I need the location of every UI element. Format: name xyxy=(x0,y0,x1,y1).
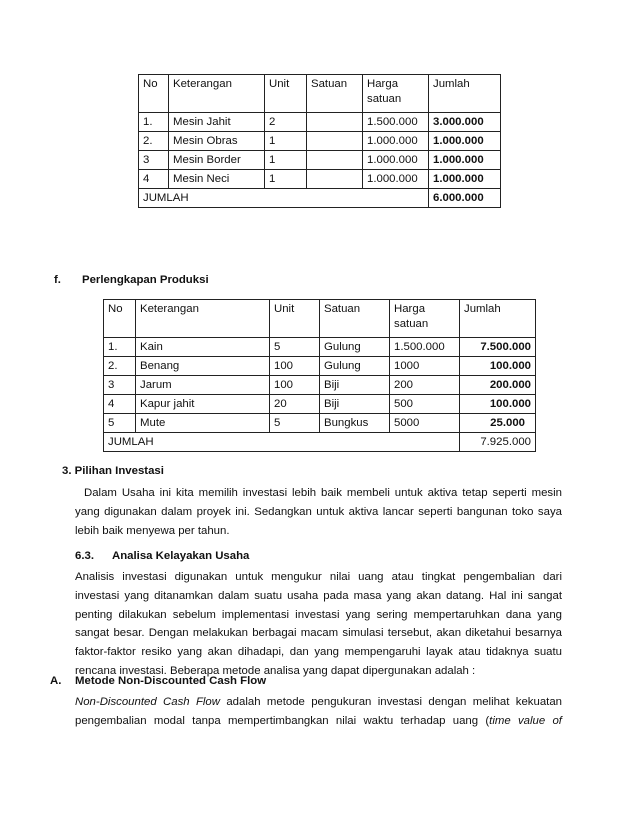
table-row xyxy=(104,357,536,376)
total-value: 7.925.000 xyxy=(460,433,536,452)
section-63-title: Analisa Kelayakan Usaha xyxy=(112,550,250,562)
cell-jumlah: 7.500.000 xyxy=(460,338,536,357)
cell-unit: 1 xyxy=(265,151,307,170)
cell-jumlah: 1.000.000 xyxy=(429,132,501,151)
section-a-paragraph xyxy=(75,693,562,731)
cell-no: 2. xyxy=(139,132,169,151)
section-63-paragraph xyxy=(75,568,562,681)
cell-satuan: Biji xyxy=(320,376,390,395)
cell-harga: 500 xyxy=(390,395,460,414)
table-row xyxy=(139,170,501,189)
cell-unit: 1 xyxy=(265,170,307,189)
harga-line-2: satuan xyxy=(367,93,402,105)
cell-unit: 1 xyxy=(265,132,307,151)
cell-harga: 1000 xyxy=(390,357,460,376)
total-value: 6.000.000 xyxy=(429,189,501,208)
cell-no: 2. xyxy=(104,357,136,376)
cell-harga: 1.000.000 xyxy=(363,170,429,189)
table-row xyxy=(104,338,536,357)
harga-line-1: Harga xyxy=(367,78,399,90)
cell-keterangan: Mesin Border xyxy=(169,151,265,170)
cell-keterangan: Benang xyxy=(136,357,270,376)
table-row xyxy=(139,151,501,170)
total-label: JUMLAH xyxy=(104,433,460,452)
section-f-marker: f. xyxy=(54,274,61,286)
section-3-paragraph xyxy=(75,484,562,540)
cell-harga: 1.500.000 xyxy=(390,338,460,357)
paragraph-line: penting dilakukan sebelum implementasi investasi yang sering mempertaruhkan dana yang xyxy=(75,608,562,621)
cell-satuan: Biji xyxy=(320,395,390,414)
cell-unit: 5 xyxy=(270,414,320,433)
header-satuan: Satuan xyxy=(307,75,363,113)
cell-keterangan: Kain xyxy=(136,338,270,357)
cell-unit: 20 xyxy=(270,395,320,414)
section-3-heading: 3. Pilihan Investasi xyxy=(62,465,164,477)
cell-satuan xyxy=(307,113,363,132)
section-63-number: 6.3. xyxy=(75,550,94,562)
header-jumlah: Jumlah xyxy=(429,75,501,113)
table-row xyxy=(139,113,501,132)
supplies-table xyxy=(103,299,536,452)
cell-harga: 5000 xyxy=(390,414,460,433)
line-text: pengembalian modal tanpa mempertimbangkan nilai waktu terhadap uang ( xyxy=(75,714,490,727)
cell-no: 1. xyxy=(139,113,169,132)
cell-harga: 1.500.000 xyxy=(363,113,429,132)
cell-satuan: Bungkus xyxy=(320,414,390,433)
cell-harga: 1.000.000 xyxy=(363,151,429,170)
section-a-marker: A. xyxy=(50,675,62,687)
cell-keterangan: Kapur jahit xyxy=(136,395,270,414)
cell-no: 4 xyxy=(139,170,169,189)
section-f-title: Perlengkapan Produksi xyxy=(82,274,209,286)
table-row xyxy=(104,414,536,433)
cell-keterangan: Mesin Jahit xyxy=(169,113,265,132)
paragraph-line: yang digunakan dalam proyek ini. Sedangkan untuk aktiva lancar seperti bangunan toko saya xyxy=(75,505,562,518)
header-unit: Unit xyxy=(270,300,320,338)
paragraph-line: investasi yang ditanamkan dalam suatu usaha pada masa yang akan datang. Hal ini sangat xyxy=(75,589,562,602)
table-row xyxy=(104,395,536,414)
cell-jumlah: 3.000.000 xyxy=(429,113,501,132)
line-text: adalah metode pengukuran investasi dengan melihat kekuatan xyxy=(220,696,562,708)
header-satuan: Satuan xyxy=(320,300,390,338)
cell-keterangan: Mesin Neci xyxy=(169,170,265,189)
paragraph-line: faktor-faktor resiko yang akan dihadapi, dan yang mempengaruhi layak atau tidaknya suatu xyxy=(75,646,562,659)
table-total-row xyxy=(139,189,501,208)
paragraph-line xyxy=(75,712,562,731)
equipment-table xyxy=(138,74,501,208)
italic-term: Non-Discounted Cash Flow xyxy=(75,696,220,708)
header-harga-satuan xyxy=(363,75,429,113)
table-row xyxy=(139,132,501,151)
header-keterangan: Keterangan xyxy=(169,75,265,113)
paragraph-line xyxy=(75,693,562,712)
cell-satuan xyxy=(307,151,363,170)
cell-satuan xyxy=(307,170,363,189)
cell-unit: 100 xyxy=(270,376,320,395)
cell-jumlah: 100.000 xyxy=(460,395,536,414)
cell-unit: 2 xyxy=(265,113,307,132)
table-header-row xyxy=(104,300,536,338)
cell-unit: 5 xyxy=(270,338,320,357)
paragraph-line: Dalam Usaha ini kita memilih investasi lebih baik membeli untuk aktiva tetap seperti mesin xyxy=(84,487,562,499)
header-no: No xyxy=(139,75,169,113)
cell-harga: 1.000.000 xyxy=(363,132,429,151)
cell-no: 5 xyxy=(104,414,136,433)
paragraph-line: sangat besar. Dengan melakukan berbagai macam simulasi tersebut, akan diketahui besarnya xyxy=(75,627,562,640)
cell-jumlah: 200.000 xyxy=(460,376,536,395)
header-jumlah: Jumlah xyxy=(460,300,536,338)
cell-jumlah: 100.000 xyxy=(460,357,536,376)
cell-satuan xyxy=(307,132,363,151)
cell-keterangan: Mesin Obras xyxy=(169,132,265,151)
cell-no: 1. xyxy=(104,338,136,357)
section-a-title: Metode Non-Discounted Cash Flow xyxy=(75,675,267,687)
table-row xyxy=(104,376,536,395)
header-no: No xyxy=(104,300,136,338)
table-header-row xyxy=(139,75,501,113)
total-label: JUMLAH xyxy=(139,189,429,208)
header-unit: Unit xyxy=(265,75,307,113)
cell-no: 3 xyxy=(139,151,169,170)
cell-keterangan: Jarum xyxy=(136,376,270,395)
cell-no: 3 xyxy=(104,376,136,395)
cell-harga: 200 xyxy=(390,376,460,395)
harga-line-2: satuan xyxy=(394,318,429,330)
cell-jumlah: 25.000 xyxy=(460,414,536,433)
header-keterangan: Keterangan xyxy=(136,300,270,338)
cell-jumlah: 1.000.000 xyxy=(429,170,501,189)
paragraph-line: lebih baik menyewa per tahun. xyxy=(75,524,230,537)
cell-satuan: Gulung xyxy=(320,357,390,376)
paragraph-line: rencana investasi. Beberapa metode analisa yang dapat dipergunakan adalah : xyxy=(75,664,476,677)
cell-no: 4 xyxy=(104,395,136,414)
cell-keterangan: Mute xyxy=(136,414,270,433)
table-total-row xyxy=(104,433,536,452)
header-harga-satuan xyxy=(390,300,460,338)
italic-term: time value of xyxy=(489,714,562,727)
cell-unit: 100 xyxy=(270,357,320,376)
cell-satuan: Gulung xyxy=(320,338,390,357)
paragraph-line: Analisis investasi digunakan untuk mengukur nilai uang atau tingkat pengembalian dari xyxy=(75,571,562,583)
cell-jumlah: 1.000.000 xyxy=(429,151,501,170)
harga-line-1: Harga xyxy=(394,303,426,315)
